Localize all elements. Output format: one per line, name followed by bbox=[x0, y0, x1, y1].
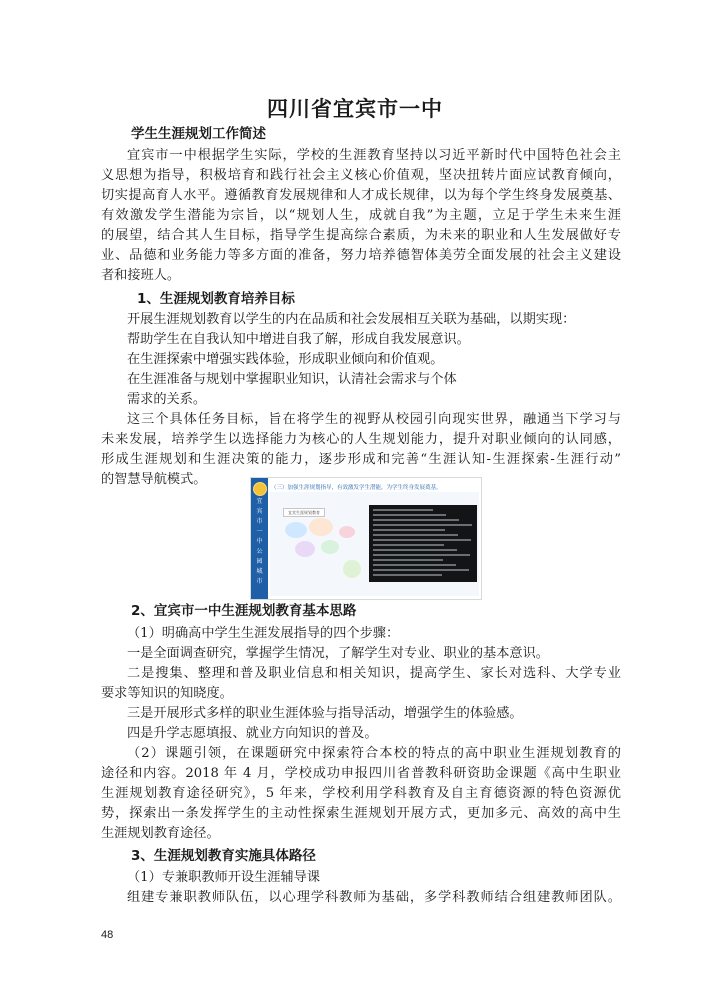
figure-list-row bbox=[373, 574, 442, 576]
figure-list-row bbox=[373, 509, 433, 511]
paragraph-line: 需求的关系。 bbox=[127, 392, 207, 407]
figure-sidebar-label: 城 bbox=[256, 568, 263, 575]
figure-sidebar bbox=[251, 478, 268, 599]
paragraph-line: 开展生涯规划教育以学生的内在品质和社会发展相互关联为基础，以期实现： bbox=[127, 312, 576, 327]
figure-list-row bbox=[373, 569, 469, 571]
embedded-screenshot bbox=[250, 477, 482, 600]
mindmap-bubble bbox=[339, 526, 355, 538]
document-title: 四川省宜宾市一中 bbox=[267, 97, 443, 121]
figure-list-row bbox=[373, 529, 445, 531]
figure-sidebar-label: 市 bbox=[256, 518, 263, 525]
mindmap-bubble bbox=[285, 522, 307, 538]
paragraph-line: 这三个具体任务目标，旨在将学生的视野从校园引向现实世界，融通当下学习与 bbox=[127, 412, 621, 427]
paragraph-line: 四是升学志愿填报、就业方向知识的普及。 bbox=[127, 726, 378, 741]
paragraph-line: 者和接班人。 bbox=[101, 268, 181, 283]
paragraph-line: 切实提高育人水平。遵循教育发展规律和人才成长规律，以为每个学生终身发展奠基、 bbox=[101, 188, 621, 203]
paragraph-line: 在生涯探索中增强实践体验，形成职业倾向和价值观。 bbox=[127, 352, 444, 367]
paragraph-line: （2）课题引领，在课题研究中探索符合本校的特点的高中职业生涯规划教育的 bbox=[127, 746, 621, 761]
paragraph-line: 的智慧导航模式。 bbox=[101, 472, 207, 487]
figure-sidebar-label: 市 bbox=[256, 578, 263, 585]
figure-header: （三）加强生涯规划指导，有效激发学生潜能，为学生终身发展奠基。 bbox=[271, 485, 442, 491]
mindmap-bubble bbox=[343, 560, 361, 578]
paragraph-line: 的展望，结合其人生目标，指导学生提高综合素质，为未来的职业和人生发展做好专 bbox=[101, 228, 621, 243]
paragraph-line: 组建专兼职教师队伍，以心理学科教师为基础，多学科教师结合组建教师团队。 bbox=[127, 890, 621, 905]
paragraph-line: 帮助学生在自我认知中增进自我了解，形成自我发展意识。 bbox=[127, 332, 470, 347]
paragraph-line: 未来发展，培养学生以选择能力为核心的人生规划能力，提升对职业倾向的认同感， bbox=[101, 432, 621, 447]
section-heading: 1、生涯规划教育培养目标 bbox=[137, 291, 295, 307]
paragraph-line: 有效激发学生潜能为宗旨，以“规划人生，成就自我”为主题，立足于学生未来生涯 bbox=[101, 208, 621, 223]
paragraph-line: 要求等知识的知晓度。 bbox=[101, 686, 233, 701]
paragraph-line: 义思想为指导，积极培育和践行社会主义核心价值观，坚决扭转片面应试教育倾向， bbox=[101, 168, 621, 183]
page-number: 48 bbox=[101, 929, 114, 941]
paragraph-line: 势，探索出一条发挥学生的主动性探索生涯规划开展方式，更加多元、高效的高中生 bbox=[101, 806, 621, 821]
figure-sidebar-label: 宜 bbox=[256, 498, 263, 505]
paragraph-line: 生涯规划教育途径。 bbox=[101, 826, 220, 841]
paragraph-line: 三是开展形式多样的职业生涯体验与指导活动，增强学生的体验感。 bbox=[127, 706, 523, 721]
figure-list-row bbox=[373, 554, 470, 556]
figure-list-row bbox=[373, 544, 444, 546]
figure-sidebar-label: 宾 bbox=[256, 508, 263, 515]
mindmap-bubble bbox=[309, 518, 333, 536]
mindmap-bubble bbox=[295, 541, 315, 557]
figure-sidebar-label: 园 bbox=[256, 558, 263, 565]
figure-list-row bbox=[373, 534, 458, 536]
mindmap-bubble bbox=[321, 540, 339, 554]
paragraph-line: 生涯规划教育途径研究》，5 年来，学校利用学科教育及自主育德资源的特色资源优 bbox=[101, 786, 621, 801]
figure-sidebar-label: 中 bbox=[256, 538, 263, 545]
figure-list-row bbox=[373, 539, 471, 541]
paragraph-line: （1）明确高中学生生涯发展指导的四个步骤： bbox=[127, 626, 400, 641]
figure-list-row bbox=[373, 549, 457, 551]
section-heading: 2、宜宾市一中生涯规划教育基本思路 bbox=[131, 603, 357, 619]
paragraph-line: 宜宾市一中根据学生实际，学校的生涯教育坚持以习近平新时代中国特色社会主 bbox=[127, 148, 621, 163]
paragraph-line: 形成生涯规划和生涯决策的能力，逐步形成和完善“生涯认知-生涯探索-生涯行动” bbox=[101, 452, 621, 467]
figure-dark-panel bbox=[369, 505, 477, 582]
figure-sidebar-label: 公 bbox=[256, 548, 263, 555]
figure-list-row bbox=[373, 514, 446, 516]
figure-list-row bbox=[373, 519, 459, 521]
paragraph-line: 途径和内容。2018 年 4 月，学校成功申报四川省普教科研资助金课题《高中生职业 bbox=[101, 766, 621, 781]
figure-list-row bbox=[373, 564, 456, 566]
figure-sidebar-label: 一 bbox=[256, 528, 263, 535]
paragraph-line: 二是搜集、整理和普及职业信息和相关知识，提高学生、家长对选科、大学专业 bbox=[127, 666, 621, 681]
paragraph-line: 业、品德和业务能力等多方面的准备，努力培养德智体美劳全面发展的社会主义建设 bbox=[101, 248, 621, 263]
school-logo-icon bbox=[253, 482, 267, 496]
figure-list-row bbox=[373, 559, 443, 561]
paragraph-line: 一是全面调查研究，掌握学生情况，了解学生对专业、职业的基本意识。 bbox=[127, 646, 549, 661]
figure-list-row bbox=[373, 524, 472, 526]
paragraph-line: （1）专兼职教师开设生涯辅导课 bbox=[127, 870, 321, 885]
paragraph-line: 在生涯准备与规划中掌握职业知识，认清社会需求与个体 bbox=[127, 372, 457, 387]
section-heading: 3、生涯规划教育实施具体路径 bbox=[131, 848, 316, 864]
figure-panel-label: 宜宾生涯规划教育 bbox=[283, 508, 325, 517]
section-heading: 学生生涯规划工作简述 bbox=[131, 126, 266, 142]
